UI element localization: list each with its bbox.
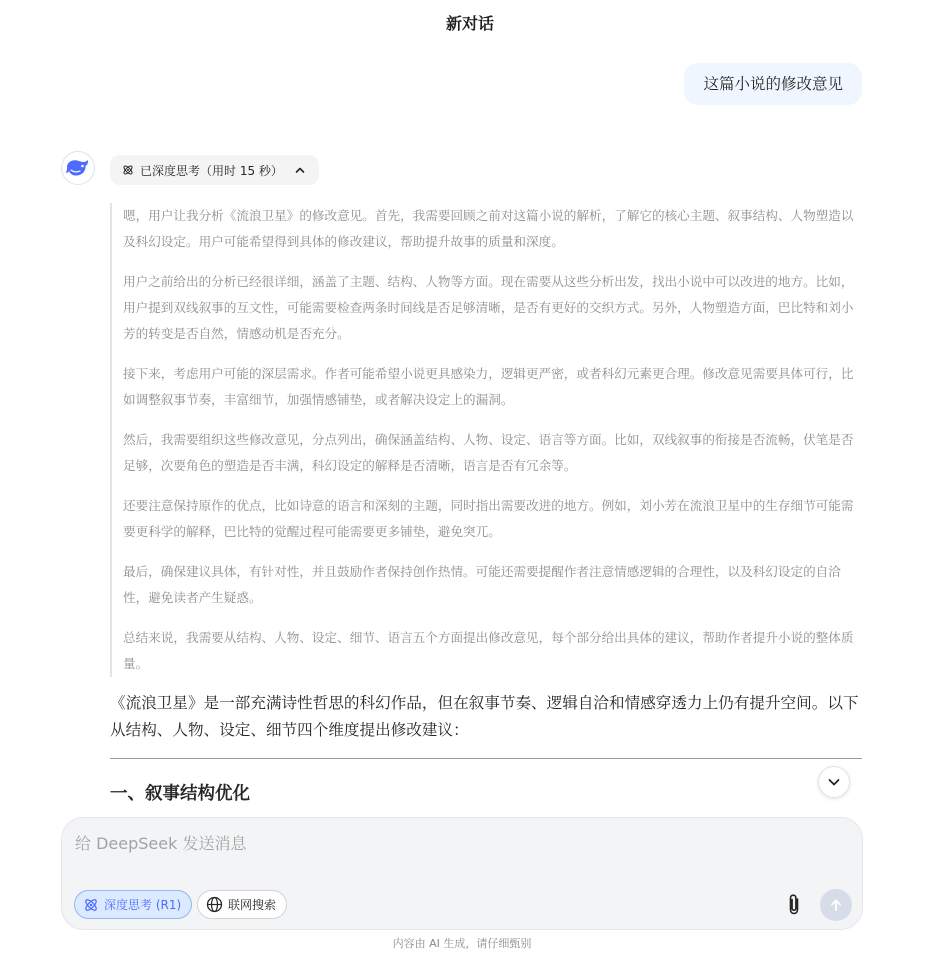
thinking-paragraph: 还要注意保持原作的优点，比如诗意的语言和深刻的主题，同时指出需要改进的地方。例如，刘小芳在流浪卫星中的生存细节可能需要更科学的解释，巴比特的觉醒过程可能需要更多铺垫，避免突兀。 [123,498,854,539]
deep-think-r1-label: 深度思考 (R1) [104,898,182,912]
message-input[interactable]: 给 DeepSeek 发送消息 [75,834,247,853]
section-heading: 一、叙事结构优化 [110,784,250,804]
thinking-paragraph: 总结来说，我需要从结构、人物、设定、细节、语言五个方面提出修改意见，每个部分给出具体的建议，帮助作者提升小说的整体质量。 [123,630,854,671]
thinking-paragraph: 用户之前给出的分析已经很详细，涵盖了主题、结构、人物等方面。现在需要从这些分析出发，找出小说中可以改进的地方。比如，用户提到双线叙事的互文性，可能需要检查两条时间线是否足够清晰，是否有更好的交织方式。另外，人物塑造方面，巴比特和刘小芳的转变是否自然，情感动机是否充分。 [123,274,854,341]
arrow-up-icon [828,897,844,913]
deepseek-whale-logo-icon [65,157,91,179]
atom-icon [83,897,99,913]
atom-icon [122,164,134,176]
thinking-paragraph: 嗯，用户让我分析《流浪卫星》的修改意见。首先，我需要回顾之前对这篇小说的解析，了解它的核心主题、叙事结构、人物塑造以及科幻设定。用户可能希望得到具体的修改建议，帮助提升故事的质量和深度。 [123,208,854,249]
divider [110,758,862,759]
thinking-content [110,203,862,677]
chevron-up-icon [293,163,307,177]
chevron-down-icon [826,774,842,790]
ai-disclaimer: 内容由 AI 生成，请仔细甄别 [392,937,532,950]
deep-think-toggle[interactable] [110,155,319,185]
attach-file-button[interactable] [780,890,808,920]
globe-icon [206,896,223,913]
thinking-paragraph: 接下来，考虑用户可能的深层需求。作者可能希望小说更具感染力，逻辑更严密，或者科幻元素更合理。修改意见需要具体可行，比如调整叙事节奏，丰富细节，加强情感铺垫，或者解决设定上的漏洞。 [123,366,854,407]
thinking-paragraph: 最后，确保建议具体，有针对性，并且鼓励作者保持创作热情。可能还需要提醒作者注意情感逻辑的合理性，以及科幻设定的自洽性，避免读者产生疑惑。 [123,564,841,605]
web-search-label: 联网搜索 [228,898,277,912]
scroll-to-bottom-button[interactable] [818,766,850,798]
answer-intro: 《流浪卫星》是一部充满诗性哲思的科幻作品，但在叙事节奏、逻辑自洽和情感穿透力上仍有提升空间。以下从结构、人物、设定、细节四个维度提出修改建议： [110,694,859,739]
thinking-paragraph: 然后，我需要组织这些修改意见，分点列出，确保涵盖结构、人物、设定、语言等方面。比如，双线叙事的衔接是否流畅，伏笔是否足够，次要角色的塑造是否丰满，科幻设定的解释是否清晰，语言是否有冗余等。 [123,432,854,473]
send-button[interactable] [820,889,852,921]
deep-think-toggle-label: 已深度思考（用时 15 秒） [140,163,283,178]
assistant-avatar [61,151,95,185]
message-composer [61,817,863,930]
paperclip-icon [785,893,803,917]
deep-think-r1-button[interactable] [74,890,192,919]
web-search-button[interactable] [197,890,287,919]
page-title: 新对话 [445,14,494,33]
user-message-bubble: 这篇小说的修改意见 [684,63,862,105]
